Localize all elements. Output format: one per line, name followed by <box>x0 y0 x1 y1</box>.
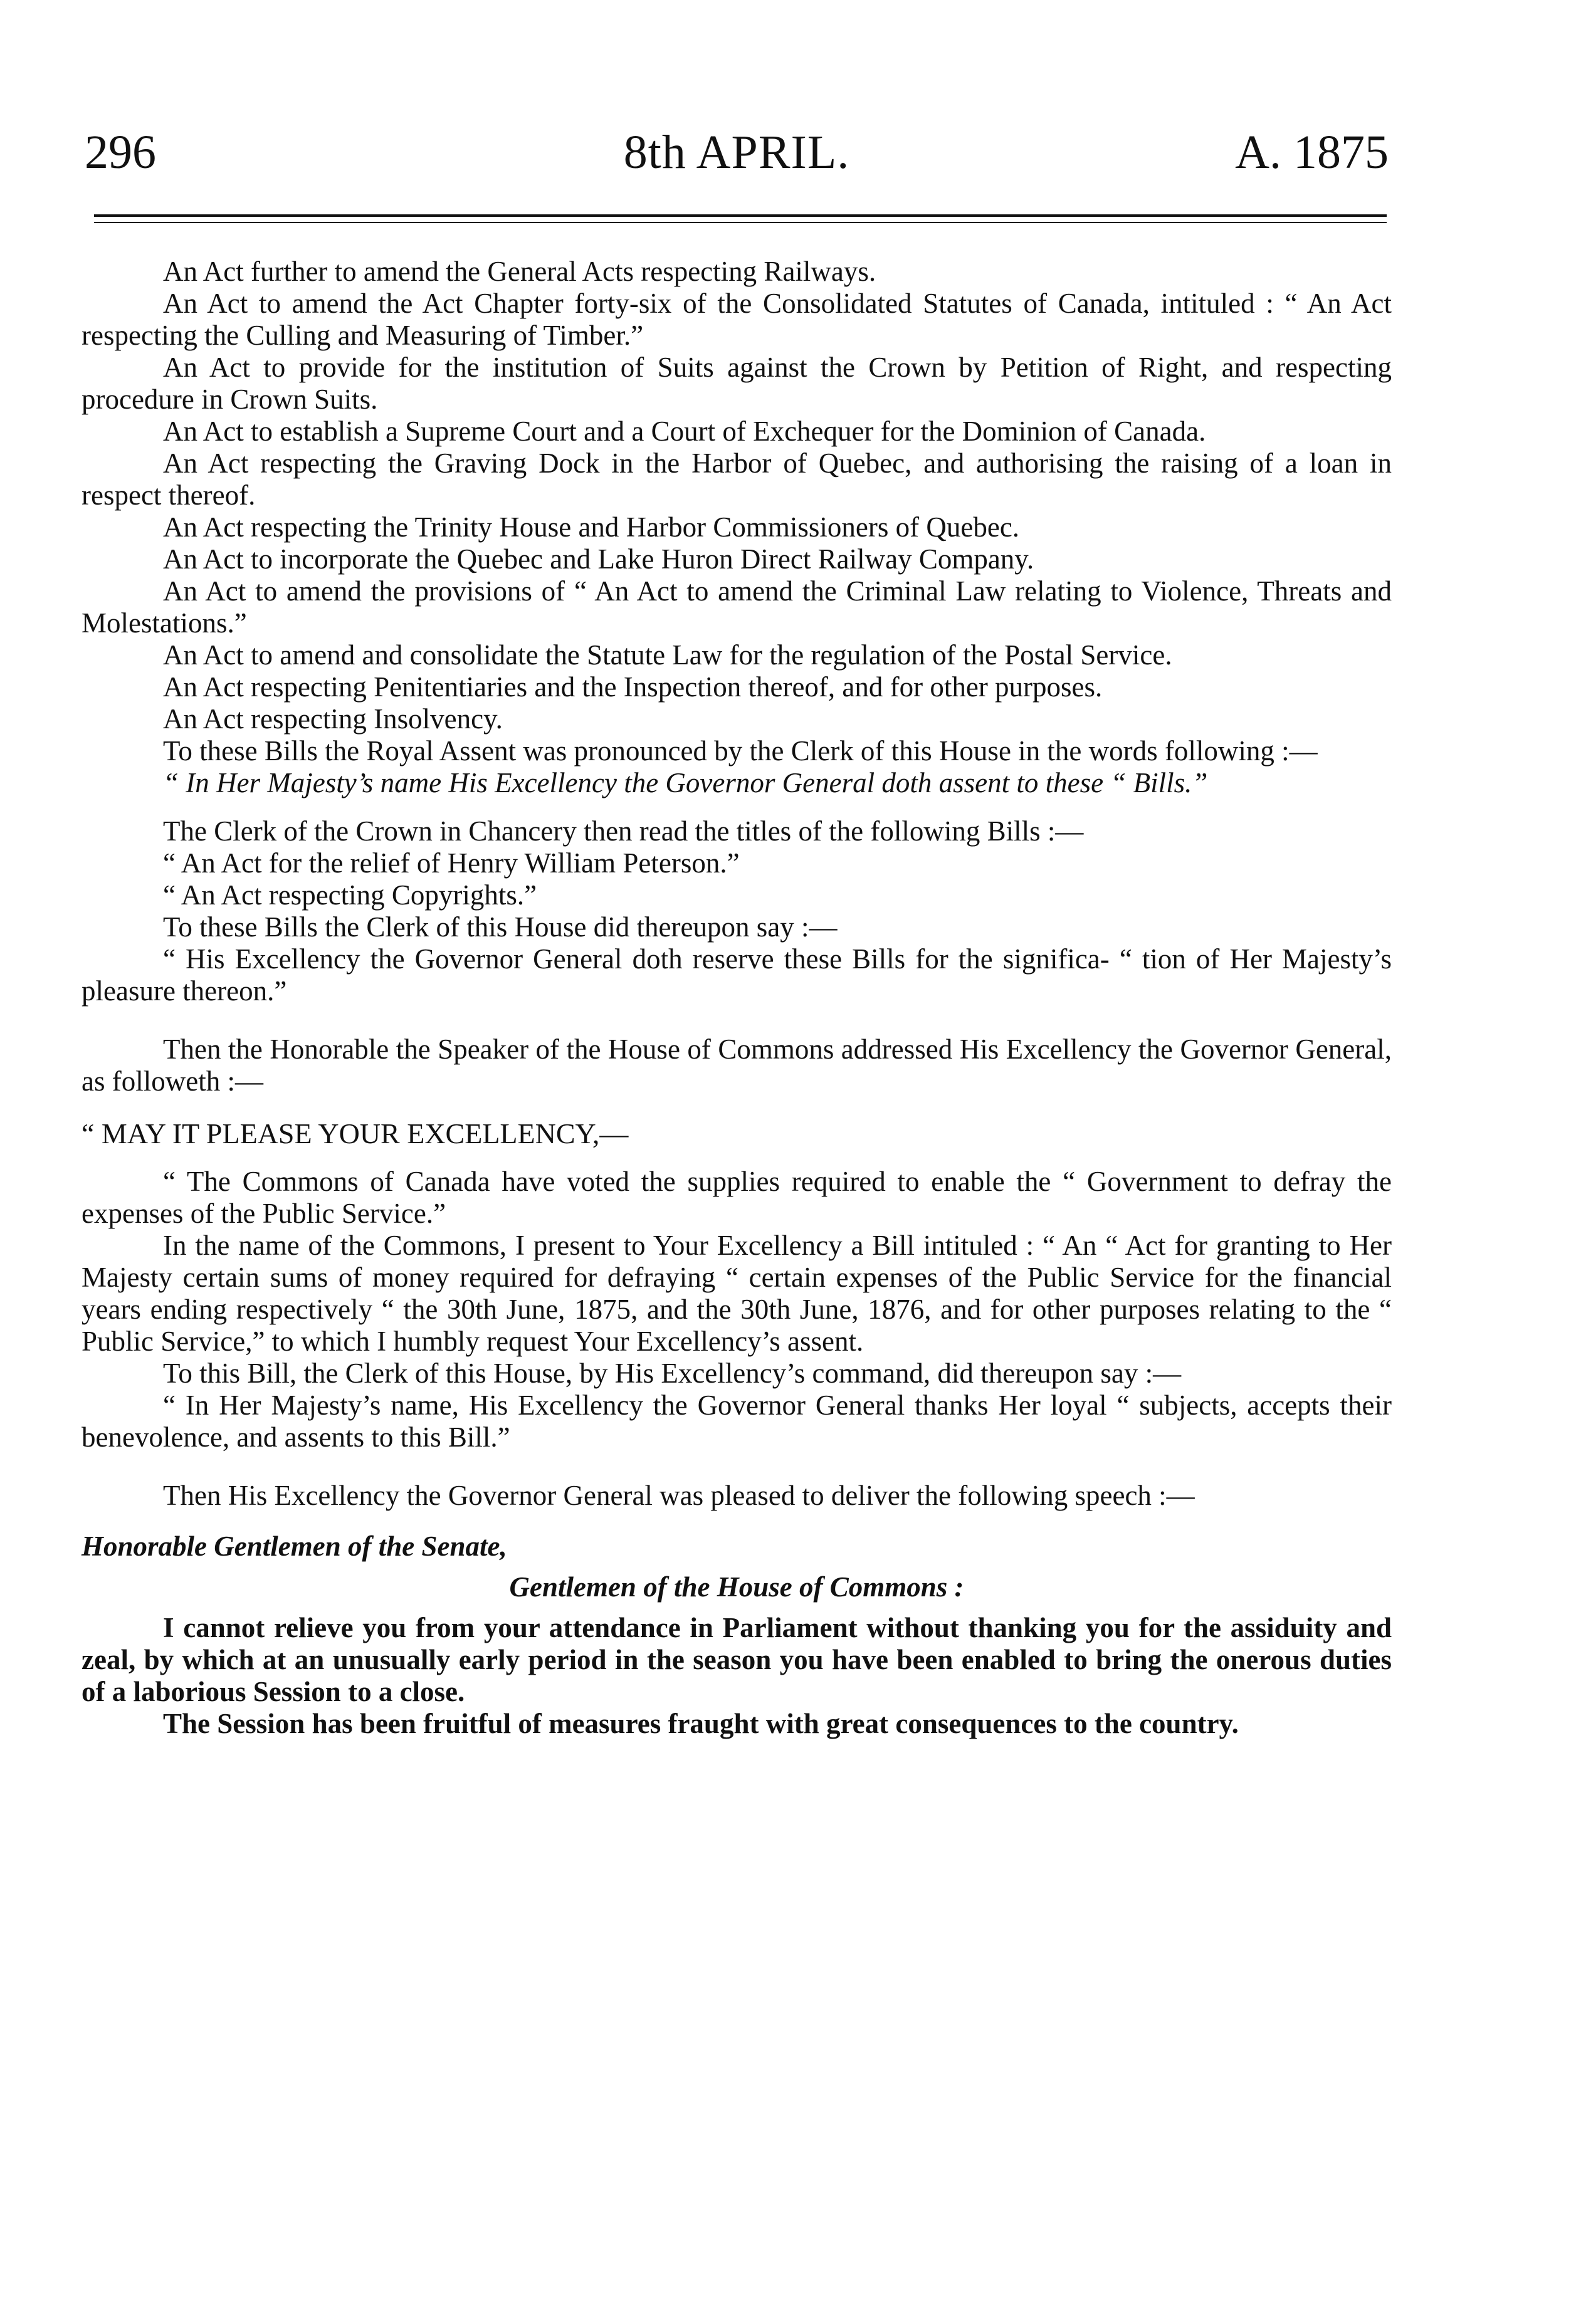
spacer <box>81 1097 1392 1114</box>
reserve-clerk: To these Bills the Clerk of this House did thereupon say :— <box>163 911 838 943</box>
act-item: An Act to amend the provisions of “ An Act to amend the Criminal Law relating to Violence, Threats and Molestations.” <box>81 575 1392 639</box>
page-body <box>81 256 1392 1740</box>
assent-formula: “ In Her Majesty’s name His Excellency the Governor General doth assent to these “ Bills.” <box>163 767 1208 798</box>
act-item: An Act further to amend the General Acts respecting Railways. <box>163 256 876 287</box>
speech-paragraph: The Session has been fruitful of measures fraught with great consequences to the country. <box>163 1708 1239 1739</box>
act-item: An Act respecting the Trinity House and Harbor Commissioners of Quebec. <box>163 511 1020 543</box>
act-item: An Act respecting the Graving Dock in the Harbor of Quebec, and authorising the raising of a loan in respect thereof. <box>81 448 1392 511</box>
reserved-bill: “ An Act respecting Copyrights.” <box>163 879 537 911</box>
reserve-formula: “ His Excellency the Governor General doth reserve these Bills for the significa- “ tion of Her Majesty’s pleasure thereon.” <box>81 943 1392 1007</box>
reserved-bill: “ An Act for the relief of Henry William Peterson.” <box>163 847 740 879</box>
address-senate: Honorable Gentlemen of the Senate, <box>81 1531 507 1562</box>
address-commons: Gentlemen of the House of Commons : <box>509 1571 964 1603</box>
page-number: 296 <box>85 126 156 179</box>
speaker-salutation: “ MAY IT PLEASE YOUR EXCELLENCY,— <box>81 1118 629 1149</box>
speaker-clerk: To this Bill, the Clerk of this House, by His Excellency’s command, did thereupon say :— <box>163 1358 1182 1389</box>
header-year: A. 1875 <box>1235 126 1389 179</box>
spacer <box>81 1149 1392 1166</box>
act-item: An Act to incorporate the Quebec and Lake Huron Direct Railway Company. <box>163 543 1034 575</box>
speech-paragraph: I cannot relieve you from your attendance in Parliament without thanking you for the assiduity and zeal, by which at an unusually early period in the season you have been enabled to bring the onerous duties of a laborious Session to a close. <box>81 1612 1392 1707</box>
governor-intro: Then His Excellency the Governor General was pleased to deliver the following speech :— <box>163 1480 1195 1511</box>
spacer <box>81 1007 1392 1034</box>
act-item: An Act respecting Penitentiaries and the Inspection thereof, and for other purposes. <box>163 671 1103 703</box>
page-header <box>85 113 1389 194</box>
header-date: 8th APRIL. <box>623 126 850 179</box>
act-item: An Act to amend the Act Chapter forty-six of the Consolidated Statutes of Canada, intituled : “ An Act respecting the Culling and Measuring of Timber.” <box>81 288 1392 351</box>
speaker-paragraph: In the name of the Commons, I present to Your Excellency a Bill intituled : “ An “ Act for granting to Her Majesty certain sums of money required for defraying “ certain expenses of the Public Service for the financial years ending respectively “ the 30th June, 1875, and the 30th June, 1876, and for other purposes relating to the “ Public Service,” to which I humbly request Your Excellency’s assent. <box>81 1230 1392 1357</box>
spacer <box>81 799 1392 815</box>
header-rule-thin <box>94 222 1387 223</box>
assent-intro: To these Bills the Royal Assent was pronounced by the Clerk of this House in the words following :— <box>163 735 1318 767</box>
act-item: An Act to establish a Supreme Court and a Court of Exchequer for the Dominion of Canada. <box>163 416 1206 447</box>
act-item: An Act to amend and consolidate the Statute Law for the regulation of the Postal Service. <box>163 639 1172 671</box>
reserve-intro: The Clerk of the Crown in Chancery then read the titles of the following Bills :— <box>163 815 1084 847</box>
speaker-paragraph: “ The Commons of Canada have voted the supplies required to enable the “ Government to defray the expenses of the Public Service.” <box>81 1166 1392 1229</box>
speaker-intro: Then the Honorable the Speaker of the House of Commons addressed His Excellency the Governor General, as followeth :— <box>81 1034 1392 1097</box>
act-item: An Act to provide for the institution of Suits against the Crown by Petition of Right, and respecting procedure in Crown Suits. <box>81 352 1392 415</box>
header-rule-thick <box>94 214 1387 217</box>
speaker-formula: “ In Her Majesty’s name, His Excellency the Governor General thanks Her loyal “ subjects, accepts their benevolence, and assents to this Bill.” <box>81 1390 1392 1453</box>
act-item: An Act respecting Insolvency. <box>163 703 503 735</box>
spacer <box>81 1453 1392 1480</box>
